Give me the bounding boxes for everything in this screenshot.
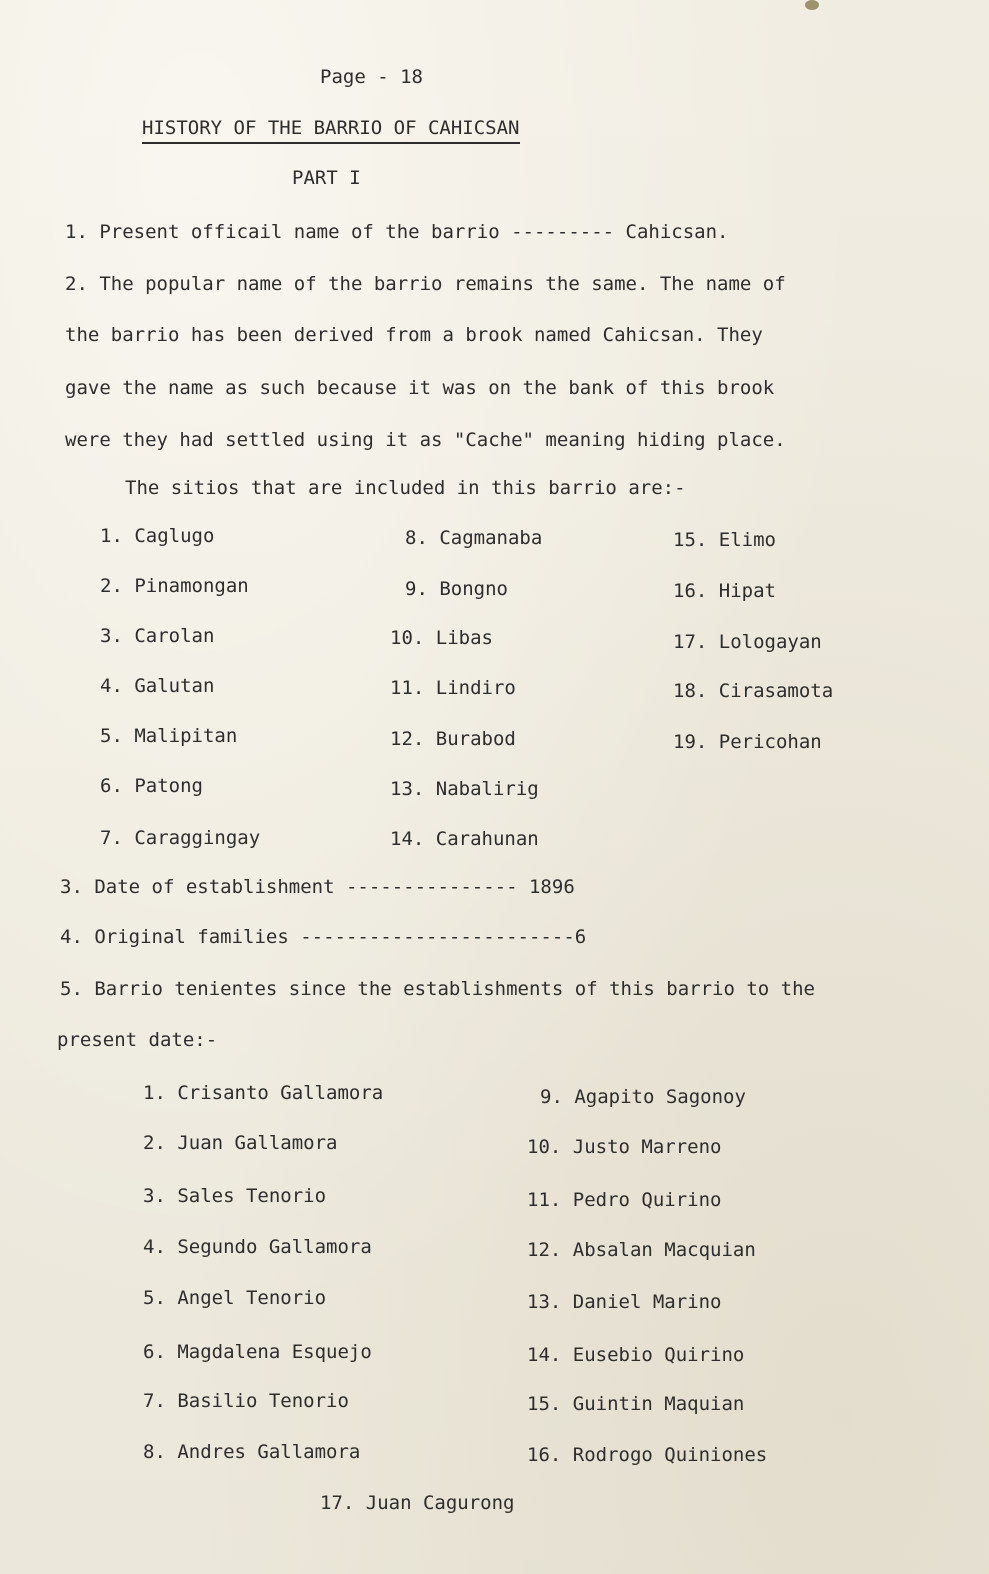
sitio-item: 10. Libas: [390, 627, 493, 649]
teniente-item: 9. Agapito Sagonoy: [540, 1086, 746, 1108]
teniente-item: 7. Basilio Tenorio: [143, 1390, 349, 1412]
teniente-item-last: 17. Juan Cagurong: [320, 1492, 515, 1514]
ink-spot: [805, 0, 819, 10]
sitio-item: 17. Lologayan: [673, 631, 822, 653]
sitio-item: 14. Carahunan: [390, 828, 539, 850]
item-1-official-name: 1. Present officail name of the barrio --------- Cahicsan.: [65, 221, 729, 243]
teniente-item: 14. Eusebio Quirino: [527, 1344, 745, 1366]
sitio-item: 1. Caglugo: [100, 525, 215, 547]
teniente-item: 13. Daniel Marino: [527, 1291, 722, 1313]
teniente-item: 5. Angel Tenorio: [143, 1287, 327, 1309]
sitio-item: 9. Bongno: [405, 578, 508, 600]
item-3-establishment: 3. Date of establishment --------------- 1896: [60, 876, 575, 898]
teniente-item: 3. Sales Tenorio: [143, 1185, 327, 1207]
teniente-item: 4. Segundo Gallamora: [143, 1236, 372, 1258]
sitio-item: 19. Pericohan: [673, 731, 822, 753]
sitio-item: 8. Cagmanaba: [405, 527, 543, 549]
sitio-item: 5. Malipitan: [100, 725, 238, 747]
sitios-intro: The sitios that are included in this barrio are:-: [125, 477, 686, 499]
teniente-item: 1. Crisanto Gallamora: [143, 1082, 384, 1104]
sitio-item: 6. Patong: [100, 775, 203, 797]
sitio-item: 4. Galutan: [100, 675, 215, 697]
teniente-item: 10. Justo Marreno: [527, 1136, 722, 1158]
sitio-item: 2. Pinamongan: [100, 575, 249, 597]
teniente-item: 16. Rodrogo Quiniones: [527, 1444, 768, 1466]
teniente-item: 15. Guintin Maquian: [527, 1393, 745, 1415]
sitio-item: 3. Carolan: [100, 625, 215, 647]
page-number: Page - 18: [320, 66, 423, 88]
item-5-tenientes-line-2: present date:-: [57, 1029, 218, 1051]
item-4-original-families: 4. Original families ------------------------6: [60, 926, 587, 948]
teniente-item: 2. Juan Gallamora: [143, 1132, 338, 1154]
teniente-item: 8. Andres Gallamora: [143, 1441, 361, 1463]
item-5-tenientes-line-1: 5. Barrio tenientes since the establishments of this barrio to the: [60, 978, 815, 1000]
teniente-item: 12. Absalan Macquian: [527, 1239, 756, 1261]
item-2-line-2: the barrio has been derived from a brook named Cahicsan. They: [65, 324, 763, 346]
teniente-item: 6. Magdalena Esquejo: [143, 1341, 372, 1363]
sitio-item: 11. Lindiro: [390, 677, 516, 699]
document-title: HISTORY OF THE BARRIO OF CAHICSAN: [142, 116, 520, 144]
sitio-item: 12. Burabod: [390, 728, 516, 750]
sitio-item: 13. Nabalirig: [390, 778, 539, 800]
item-2-line-3: gave the name as such because it was on the bank of this brook: [65, 377, 775, 399]
item-2-line-4: were they had settled using it as "Cache" meaning hiding place.: [65, 429, 786, 451]
sitio-item: 7. Caraggingay: [100, 827, 261, 849]
item-2-line-1: 2. The popular name of the barrio remains the same. The name of: [65, 273, 786, 295]
sitio-item: 15. Elimo: [673, 529, 776, 551]
sitio-item: 18. Cirasamota: [673, 680, 834, 702]
teniente-item: 11. Pedro Quirino: [527, 1189, 722, 1211]
sitio-item: 16. Hipat: [673, 580, 776, 602]
part-heading: PART I: [292, 167, 361, 189]
